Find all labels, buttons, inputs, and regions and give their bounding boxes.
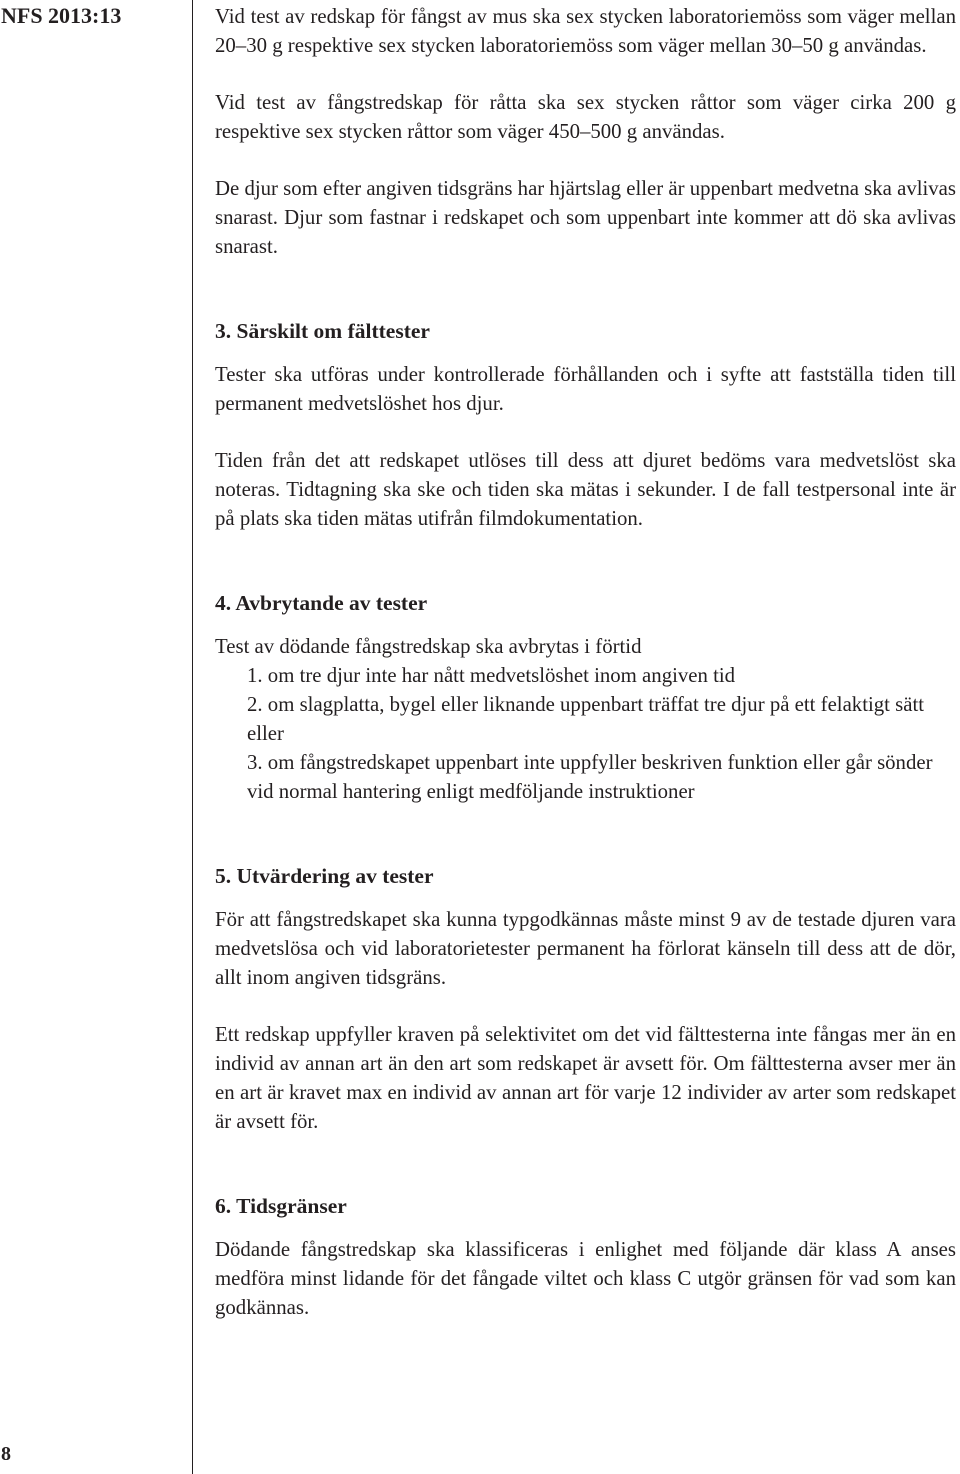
intro-paragraph-rats: Vid test av fångstredskap för råtta ska sex stycken råttor som väger cirka 200 g respektive sex stycken råttor som väger 450–500 g användas. (215, 91, 956, 143)
section-5-paragraph-1: För att fångstredskapet ska kunna typgodkännas måste minst 9 av de testade djuren vara medvetslösa och vid laboratorietester permanent ha förlorat känseln till dess att de dör, allt inom angiven tidsgräns. (215, 908, 956, 989)
section-6-paragraph-1: Dödande fångstredskap ska klassificeras i enlighet med följande där klass A anses medföra minst lidande för det fångade viltet och klass C utgör gränsen för vad som kan godkännas. (215, 1238, 956, 1319)
page-number: 8 (1, 1443, 11, 1465)
section-6-heading: 6. Tidsgränser (215, 1194, 347, 1218)
section-5-paragraph-2: Ett redskap uppfyller kraven på selektivitet om det vid fälttesterna inte fångas mer än en individ av annan art än den art som redskapet är avsett för. Om fälttesterna avser mer än en art är kravet max en individ av annan art för varje 12 individer av arter som redskapet är avsett för. (215, 1023, 956, 1133)
section-4-intro: Test av dödande fångstredskap ska avbrytas i förtid (215, 635, 642, 658)
section-3-paragraph-1: Tester ska utföras under kontrollerade förhållanden och i syfte att fastställa tiden till permanent medvetslöshet hos djur. (215, 363, 956, 415)
section-5-heading: 5. Utvärdering av tester (215, 864, 434, 888)
document-identifier: NFS 2013:13 (1, 3, 122, 28)
intro-paragraph-euthanasia: De djur som efter angiven tidsgräns har hjärtslag eller är uppenbart medvetna ska avlivas snarast. Djur som fastnar i redskapet och som uppenbart inte kommer att dö ska avlivas snarast. (215, 177, 956, 258)
intro-paragraph-mice: Vid test av redskap för fångst av mus ska sex stycken laboratoriemöss som väger mellan 20–30 g respektive sex stycken laboratoriemöss som väger mellan 30–50 g användas. (215, 5, 956, 57)
list-item: 3. om fångstredskapet uppenbart inte uppfyller beskriven funktion eller går sönder vid normal hantering enligt medföljande instruktioner (247, 751, 933, 803)
section-4-heading: 4. Avbrytande av tester (215, 591, 428, 615)
section-4-list (215, 661, 956, 806)
list-item: 2. om slagplatta, bygel eller liknande uppenbart träffat tre djur på ett felaktigt sätt eller (247, 693, 925, 745)
list-item: 1. om tre djur inte har nått medvetslöshet inom angiven tid (247, 664, 736, 687)
margin-divider-line (192, 0, 193, 1474)
document-body (215, 2, 956, 1322)
section-3-paragraph-2: Tiden från det att redskapet utlöses till dess att djuret bedöms vara medvetslöst ska noteras. Tidtagning ska ske och tiden ska mätas i sekunder. I de fall testpersonal inte är på plats ska tiden mätas utifrån filmdokumentation. (215, 449, 956, 530)
section-3-heading: 3. Särskilt om fälttester (215, 319, 430, 343)
